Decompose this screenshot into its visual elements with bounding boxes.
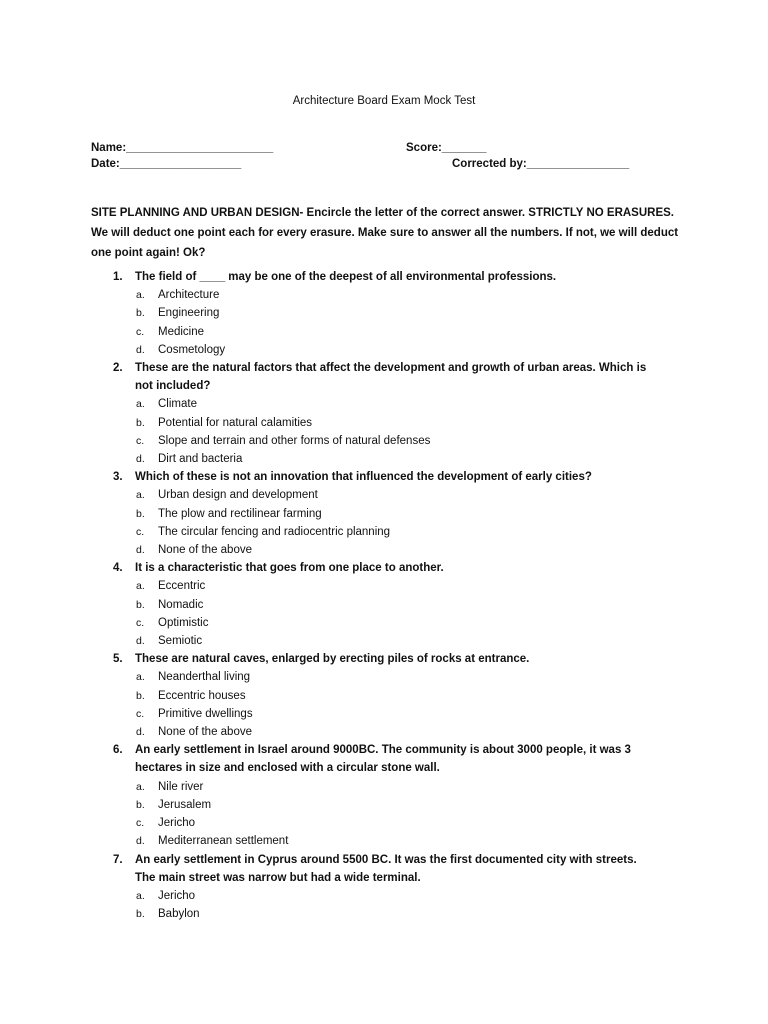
option-text: Jericho <box>158 817 196 830</box>
answer-option[interactable] <box>0 814 768 832</box>
option-letter: a. <box>136 889 145 902</box>
option-letter: d. <box>136 835 145 848</box>
option-text: Engineering <box>158 307 220 320</box>
question-text: These are the natural factors that affect the development and growth of urban areas. Which is not included? <box>135 362 647 393</box>
option-text: None of the above <box>158 544 252 557</box>
question-row <box>0 359 768 395</box>
question-item <box>0 741 768 850</box>
option-text: Climate <box>158 398 197 411</box>
question-number: 7. <box>113 853 123 866</box>
question-item <box>0 468 768 559</box>
question-text: The field of ____ may be one of the deepest of all environmental professions. <box>135 271 557 283</box>
answer-option[interactable] <box>0 832 768 850</box>
question-item <box>0 650 768 741</box>
option-letter: a. <box>136 780 145 793</box>
answer-option[interactable] <box>0 541 768 559</box>
question-number: 5. <box>113 653 123 666</box>
answer-option[interactable] <box>0 687 768 705</box>
option-text: Neanderthal living <box>158 671 251 684</box>
question-row <box>0 268 768 286</box>
question-row <box>0 741 768 777</box>
answer-option[interactable] <box>0 486 768 504</box>
option-letter: d. <box>136 726 145 739</box>
answer-option[interactable] <box>0 505 768 523</box>
option-letter: d. <box>136 544 145 557</box>
question-number: 6. <box>113 744 123 757</box>
option-text: The circular fencing and radiocentric planning <box>158 525 391 538</box>
option-text: Primitive dwellings <box>158 707 253 720</box>
question-number-cell <box>0 559 135 577</box>
answer-option[interactable] <box>0 614 768 632</box>
answer-option[interactable] <box>0 341 768 359</box>
option-text: Potential for natural calamities <box>158 416 313 429</box>
question-item <box>0 559 768 650</box>
option-letter: c. <box>136 817 145 830</box>
instructions: SITE PLANNING AND URBAN DESIGN- Encircle the letter of the correct answer. STRICTLY NO ERASURES. We will deduct one point each for every erasure. Make sure to answer all the numbers. If not, we will deduct one point again! Ok? <box>91 207 679 259</box>
option-text: Eccentric houses <box>158 689 246 702</box>
question-row <box>0 468 768 486</box>
option-text: Jericho <box>158 889 196 902</box>
option-text: Optimistic <box>158 616 209 629</box>
question-row <box>0 650 768 668</box>
option-letter: b. <box>136 598 145 611</box>
date-field: Date:___________________ <box>91 158 242 170</box>
question-item <box>0 268 768 359</box>
answer-option[interactable] <box>0 323 768 341</box>
answer-option[interactable] <box>0 523 768 541</box>
question-number: 3. <box>113 471 123 484</box>
question-text: An early settlement in Cyprus around 5500 BC. It was the first documented city with streets. The main street was narrow but had a wide terminal. <box>135 853 637 884</box>
option-letter: c. <box>136 616 145 629</box>
document-title: Architecture Board Exam Mock Test <box>292 95 476 107</box>
option-text: Semiotic <box>158 635 203 648</box>
name-field: Name:_______________________ <box>91 142 274 154</box>
option-text: None of the above <box>158 726 252 739</box>
option-text: Urban design and development <box>158 489 318 502</box>
answer-option[interactable] <box>0 450 768 468</box>
answer-option[interactable] <box>0 304 768 322</box>
question-list <box>0 268 768 923</box>
question-number: 1. <box>113 271 123 283</box>
option-letter: b. <box>136 416 145 429</box>
option-text: Cosmetology <box>158 343 226 356</box>
option-letter: c. <box>136 525 145 538</box>
option-letter: c. <box>136 325 145 338</box>
option-letter: d. <box>136 635 145 648</box>
answer-option[interactable] <box>0 432 768 450</box>
question-number-cell <box>0 268 135 286</box>
question-number-cell <box>0 741 135 777</box>
option-letter: a. <box>136 580 145 593</box>
answer-option[interactable] <box>0 414 768 432</box>
answer-option[interactable] <box>0 596 768 614</box>
option-letter: d. <box>136 343 145 356</box>
option-text: Nile river <box>158 780 204 793</box>
question-item <box>0 359 768 468</box>
answer-option[interactable] <box>0 577 768 595</box>
option-letter: b. <box>136 507 145 520</box>
question-number: 4. <box>113 562 123 575</box>
question-row <box>0 851 768 887</box>
option-text: The plow and rectilinear farming <box>158 507 322 520</box>
question-item <box>0 851 768 924</box>
score-field: Score:_______ <box>406 142 487 154</box>
option-letter: b. <box>136 689 145 702</box>
question-number: 2. <box>113 362 123 375</box>
option-letter: b. <box>136 908 145 921</box>
option-letter: b. <box>136 307 145 320</box>
option-letter: a. <box>136 489 145 502</box>
option-text: Mediterranean settlement <box>158 835 289 848</box>
answer-option[interactable] <box>0 286 768 304</box>
option-text: Architecture <box>158 289 220 302</box>
option-text: Nomadic <box>158 598 204 611</box>
option-letter: a. <box>136 398 145 411</box>
answer-option[interactable] <box>0 632 768 650</box>
option-text: Dirt and bacteria <box>158 453 243 466</box>
question-text: Which of these is not an innovation that influenced the development of early cities? <box>135 471 592 484</box>
answer-option[interactable] <box>0 796 768 814</box>
option-letter: b. <box>136 798 145 811</box>
question-text: These are natural caves, enlarged by erecting piles of rocks at entrance. <box>135 653 530 666</box>
option-letter: c. <box>136 707 145 720</box>
question-text: It is a characteristic that goes from one place to another. <box>135 562 444 575</box>
answer-option[interactable] <box>0 705 768 723</box>
question-row <box>0 559 768 577</box>
question-number-cell <box>0 851 135 887</box>
option-text: Slope and terrain and other forms of natural defenses <box>158 434 431 447</box>
answer-option[interactable] <box>0 723 768 741</box>
answer-option[interactable] <box>0 887 768 905</box>
option-letter: a. <box>136 289 145 302</box>
option-letter: c. <box>136 434 145 447</box>
option-text: Jerusalem <box>158 798 212 811</box>
answer-option[interactable] <box>0 395 768 413</box>
answer-option[interactable] <box>0 668 768 686</box>
question-number-cell <box>0 468 135 486</box>
question-text: An early settlement in Israel around 9000BC. The community is about 3000 people, it was 3 hectares in size and enclosed with a circular stone wall. <box>135 744 631 775</box>
answer-option[interactable] <box>0 905 768 923</box>
option-text: Babylon <box>158 908 200 921</box>
answer-option[interactable] <box>0 778 768 796</box>
option-text: Eccentric <box>158 580 206 593</box>
corrected-by-field: Corrected by:________________ <box>452 158 630 170</box>
question-number-cell <box>0 650 135 668</box>
question-number-cell <box>0 359 135 395</box>
option-letter: a. <box>136 671 145 684</box>
option-letter: d. <box>136 453 145 466</box>
option-text: Medicine <box>158 325 205 338</box>
